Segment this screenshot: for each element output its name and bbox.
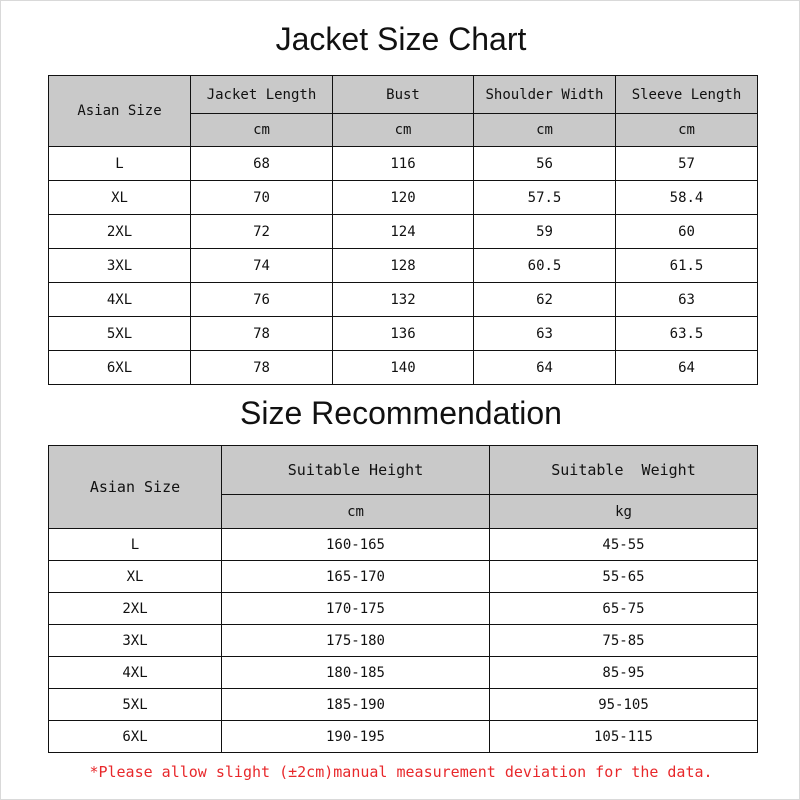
- table-cell: 75-85: [490, 625, 758, 657]
- table-cell: 65-75: [490, 593, 758, 625]
- table-header-row: [49, 446, 758, 495]
- table-cell: 64: [474, 351, 616, 385]
- table-cell: 170-175: [222, 593, 490, 625]
- column-header-suitable-weight: Suitable Weight: [490, 446, 758, 495]
- column-header-sleeve-length: Sleeve Length: [616, 76, 758, 114]
- table-cell: 55-65: [490, 561, 758, 593]
- table-cell: 60: [616, 215, 758, 249]
- table-cell: 63: [616, 283, 758, 317]
- table-cell: 105-115: [490, 721, 758, 753]
- unit-cell: cm: [474, 114, 616, 147]
- table-cell: 132: [333, 283, 474, 317]
- table-row: [49, 721, 758, 753]
- table-row: [49, 317, 758, 351]
- table-cell: 61.5: [616, 249, 758, 283]
- size-cell: 2XL: [49, 593, 222, 625]
- size-chart-table: [48, 75, 758, 385]
- size-recommendation-title: Size Recommendation: [240, 395, 562, 431]
- table-cell: 185-190: [222, 689, 490, 721]
- table-row: [49, 657, 758, 689]
- size-cell: 4XL: [49, 657, 222, 689]
- table-cell: 64: [616, 351, 758, 385]
- table-cell: 72: [191, 215, 333, 249]
- table-cell: 190-195: [222, 721, 490, 753]
- table-row: [49, 215, 758, 249]
- column-header-suitable-height: Suitable Height: [222, 446, 490, 495]
- unit-cell: cm: [333, 114, 474, 147]
- table-row: [49, 351, 758, 385]
- table-cell: 78: [191, 317, 333, 351]
- size-chart-title: Jacket Size Chart: [275, 21, 527, 57]
- size-cell: 5XL: [49, 317, 191, 351]
- table-cell: 68: [191, 147, 333, 181]
- table-row: [49, 561, 758, 593]
- unit-cell: cm: [222, 495, 490, 529]
- table-cell: 56: [474, 147, 616, 181]
- size-cell: 6XL: [49, 721, 222, 753]
- table-cell: 63.5: [616, 317, 758, 351]
- table-cell: 58.4: [616, 181, 758, 215]
- size-cell: 3XL: [49, 625, 222, 657]
- table-cell: 70: [191, 181, 333, 215]
- table-cell: 160-165: [222, 529, 490, 561]
- size-recommendation-table: [48, 445, 758, 753]
- size-cell: XL: [49, 561, 222, 593]
- unit-cell: cm: [616, 114, 758, 147]
- table-row: [49, 625, 758, 657]
- size-column-header: Asian Size: [49, 446, 222, 529]
- table-row: [49, 181, 758, 215]
- unit-cell: cm: [191, 114, 333, 147]
- table-cell: 63: [474, 317, 616, 351]
- table-cell: 124: [333, 215, 474, 249]
- size-cell: XL: [49, 181, 191, 215]
- size-cell: 6XL: [49, 351, 191, 385]
- size-cell: L: [49, 529, 222, 561]
- size-cell: 4XL: [49, 283, 191, 317]
- table-row: [49, 249, 758, 283]
- column-header-shoulder-width: Shoulder Width: [474, 76, 616, 114]
- table-cell: 74: [191, 249, 333, 283]
- table-row: [49, 529, 758, 561]
- table-row: [49, 283, 758, 317]
- table-cell: 85-95: [490, 657, 758, 689]
- table-cell: 62: [474, 283, 616, 317]
- table-cell: 45-55: [490, 529, 758, 561]
- measurement-deviation-note: *Please allow slight (±2cm)manual measurement deviation for the data.: [89, 763, 713, 781]
- table-cell: 60.5: [474, 249, 616, 283]
- size-column-header: Asian Size: [49, 76, 191, 147]
- table-cell: 76: [191, 283, 333, 317]
- table-cell: 78: [191, 351, 333, 385]
- table-row: [49, 593, 758, 625]
- size-cell: 3XL: [49, 249, 191, 283]
- table-row: [49, 689, 758, 721]
- table-cell: 95-105: [490, 689, 758, 721]
- column-header-jacket-length: Jacket Length: [191, 76, 333, 114]
- size-cell: 2XL: [49, 215, 191, 249]
- table-header-row: [49, 76, 758, 114]
- size-cell: 5XL: [49, 689, 222, 721]
- table-row: [49, 147, 758, 181]
- table-cell: 57: [616, 147, 758, 181]
- table-cell: 120: [333, 181, 474, 215]
- size-cell: L: [49, 147, 191, 181]
- table-cell: 59: [474, 215, 616, 249]
- table-cell: 57.5: [474, 181, 616, 215]
- table-cell: 140: [333, 351, 474, 385]
- table-cell: 128: [333, 249, 474, 283]
- table-cell: 175-180: [222, 625, 490, 657]
- table-cell: 116: [333, 147, 474, 181]
- unit-cell: kg: [490, 495, 758, 529]
- table-cell: 165-170: [222, 561, 490, 593]
- column-header-bust: Bust: [333, 76, 474, 114]
- table-cell: 180-185: [222, 657, 490, 689]
- table-cell: 136: [333, 317, 474, 351]
